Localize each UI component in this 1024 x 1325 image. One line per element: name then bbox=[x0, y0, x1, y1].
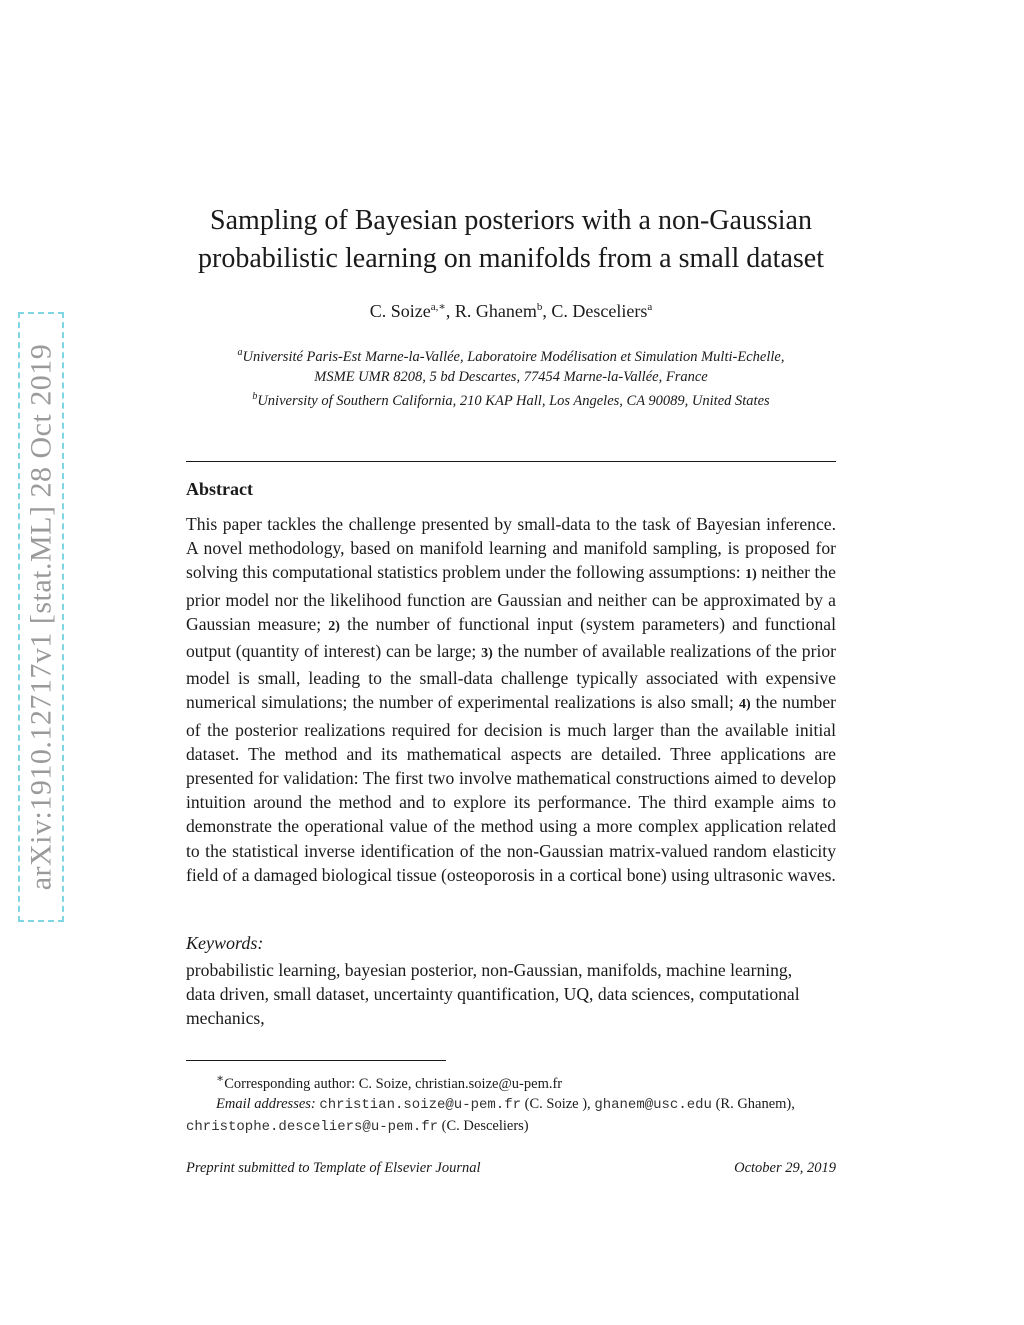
email-link[interactable]: christian.soize@u-pem.fr bbox=[319, 1097, 522, 1114]
abstract-heading: Abstract bbox=[186, 479, 253, 499]
keywords-heading: Keywords: bbox=[186, 933, 264, 953]
author-affil-mark: b bbox=[536, 301, 543, 313]
author-separator: , bbox=[445, 301, 455, 321]
abstract-text: neither the prior model nor the likelihood function are Gaussian and neither can be approximated by a Gaussian measure; bbox=[186, 562, 836, 634]
header-divider bbox=[186, 461, 836, 462]
affil-a-line1: Université Paris-Est Marne-la-Vallée, Laboratoire Modélisation et Simulation Multi-Echelle, bbox=[242, 348, 785, 365]
footnote-divider bbox=[186, 1060, 446, 1061]
affil-mark-a: a bbox=[237, 347, 243, 358]
title-line-2: probabilistic learning on manifolds from a small dataset bbox=[198, 243, 824, 274]
author-name: C. Soize bbox=[369, 301, 431, 321]
author-name: R. Ghanem bbox=[454, 301, 537, 321]
affiliations bbox=[150, 343, 872, 411]
abstract-text: This paper tackles the challenge presented by small-data to the task of Bayesian inference. A novel methodology, based on manifold learning and manifold sampling, is proposed for solving this computational statistics problem under the following assumptions: bbox=[186, 514, 836, 583]
author-affil-mark: a bbox=[647, 301, 653, 313]
preprint-journal: Preprint submitted to Template of Elsevier Journal bbox=[186, 1160, 481, 1176]
arxiv-stamp bbox=[18, 312, 64, 922]
affil-mark-b: b bbox=[252, 390, 258, 402]
keywords-list: probabilistic learning, bayesian posterior, non-Gaussian, manifolds, machine learning, data driven, small dataset, uncertainty quantification, UQ, data sciences, computational mechanics, bbox=[186, 960, 800, 1029]
corresponding-author: Corresponding author: C. Soize, christian.soize@u-pem.fr bbox=[224, 1075, 563, 1092]
author-affil-mark: a,∗ bbox=[430, 301, 446, 313]
preprint-footer bbox=[186, 1160, 836, 1177]
abstract-text: the number of available realizations of the prior model is small, leading to the small-data challenge typically associated with expensive numerical simulations; the number of experimental realizations is also small; bbox=[186, 641, 836, 713]
preprint-date: October 29, 2019 bbox=[734, 1160, 836, 1176]
email-owner: (C. Desceliers) bbox=[438, 1117, 529, 1134]
title-line-1: Sampling of Bayesian posteriors with a non-Gaussian bbox=[210, 205, 812, 236]
assumption-number: 4) bbox=[738, 697, 751, 713]
abstract-text: the number of the posterior realizations required for decision is much larger than the available initial dataset. The method and its mathematical aspects are detailed. Three applications are presented for validation: The first two involve mathematical constructions aimed to develop intuition around the method and to explore its performance. The third example aims to demonstrate the operational value of the method using a more complex application related to the statistical inverse identification of the non-Gaussian matrix-valued random elasticity field of a damaged biological tissue (osteoporosis in a cortical bone) using ultrasonic waves. bbox=[186, 692, 836, 885]
assumption-number: 2) bbox=[328, 618, 340, 634]
footnote bbox=[186, 1068, 836, 1137]
abstract-text: the number of functional input (system parameters) and functional output (quantity of interest) can be large; bbox=[186, 613, 836, 662]
email-label: Email addresses: bbox=[216, 1096, 316, 1113]
abstract-body bbox=[186, 512, 836, 887]
author-separator: , bbox=[542, 301, 552, 321]
email-link[interactable]: ghanem@usc.edu bbox=[594, 1097, 712, 1114]
author-list bbox=[150, 300, 872, 322]
assumption-number: 1) bbox=[745, 567, 757, 583]
paper-title bbox=[150, 202, 872, 278]
arxiv-identifier: arXiv:1910.12717v1 [stat.ML] 28 Oct 2019 bbox=[24, 343, 58, 891]
assumption-number: 3) bbox=[481, 646, 493, 662]
email-link[interactable]: christophe.desceliers@u-pem.fr bbox=[186, 1118, 439, 1135]
email-owner: (C. Soize ), bbox=[521, 1096, 595, 1113]
email-owner: (R. Ghanem), bbox=[711, 1096, 795, 1113]
author-name: C. Desceliers bbox=[551, 301, 648, 321]
affil-a-line2: MSME UMR 8208, 5 bd Descartes, 77454 Marne-la-Vallée, France bbox=[314, 368, 708, 385]
footnote-mark: ∗ bbox=[216, 1071, 225, 1085]
affil-b-line: University of Southern California, 210 KAP Hall, Los Angeles, CA 90089, United States bbox=[257, 392, 770, 409]
